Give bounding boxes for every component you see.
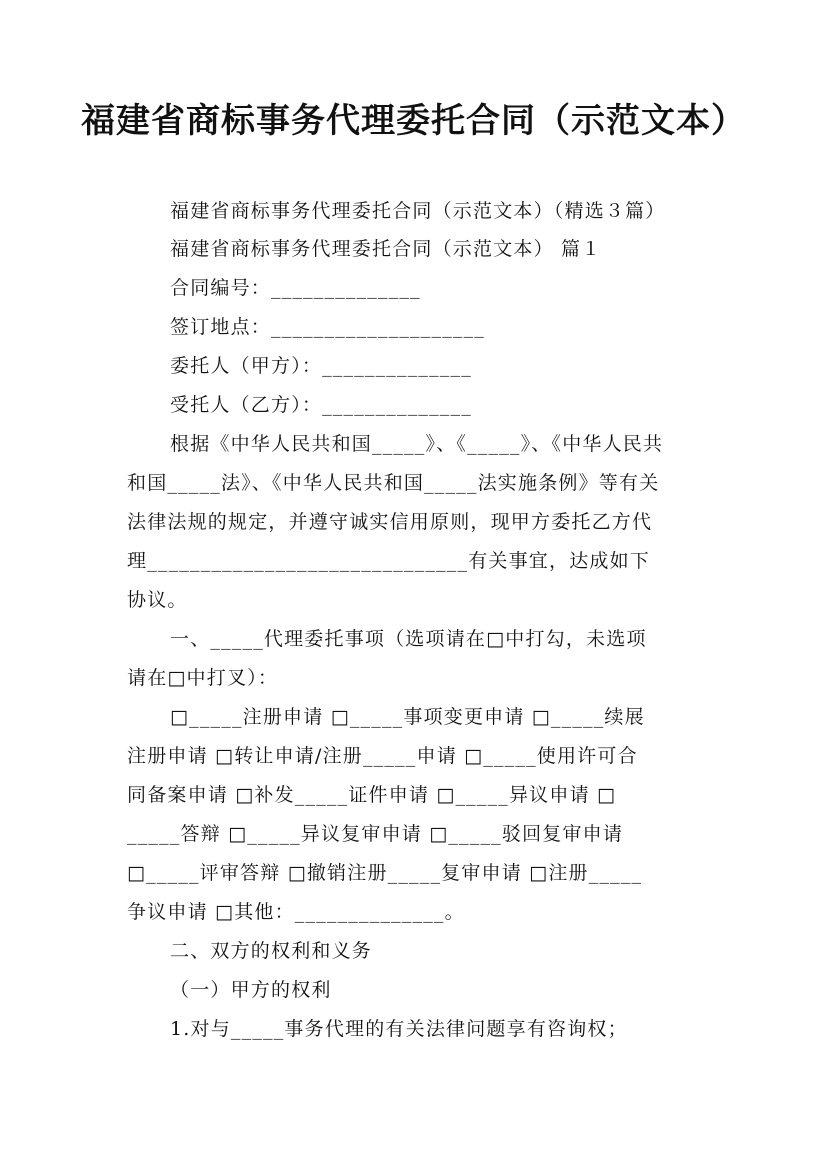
subsection-heading: （一）甲方的权利 (170, 979, 332, 1001)
options-line: □_____注册申请 □_____事项变更申请 □_____续展 (170, 706, 645, 728)
clause-line: 请在□中打叉）： (127, 667, 279, 689)
paragraph-line: 根据《中华人民共和国_____》、《_____》、《中华人民共 (170, 433, 664, 455)
paragraph-line: 法律法规的规定，并遵守诚实信用原则，现甲方委托乙方代 (127, 511, 653, 533)
section-heading: 二、双方的权利和义务 (170, 940, 373, 962)
signing-place-line: 签订地点：____________________ (170, 316, 486, 338)
section-heading: 福建省商标事务代理委托合同（示范文本） 篇１ (170, 238, 602, 260)
party-a-line: 委托人（甲方）：______________ (170, 355, 472, 377)
paragraph-line: 理______________________________有关事宜，达成如下 (127, 550, 651, 572)
subtitle-line: 福建省商标事务代理委托合同（示范文本）（精选３篇） (170, 200, 666, 222)
contract-number-line: 合同编号：______________ (170, 277, 421, 299)
paragraph-line: 协议。 (127, 589, 188, 611)
options-line: 同备案申请 □补发_____证件申请 □_____异议申请 □ (127, 784, 617, 806)
clause-item: 1.对与_____事务代理的有关法律问题享有咨询权； (170, 1018, 628, 1040)
options-line: 注册申请 □转让申请/注册_____申请 □_____使用许可合 (127, 745, 638, 767)
party-b-line: 受托人（乙方）：______________ (170, 394, 472, 416)
options-line: 争议申请 □其他：______________。 (127, 901, 465, 923)
clause-heading: 一、_____代理委托事项（选项请在□中打勾，未选项 (170, 628, 647, 650)
paragraph-line: 和国_____法》、《中华人民共和国_____法实施条例》等有关 (127, 472, 660, 494)
document-title: 福建省商标事务代理委托合同（示范文本） (81, 101, 746, 141)
options-line: _____答辩 □_____异议复审申请 □_____驳回复审申请 (127, 823, 624, 845)
options-line: □_____评审答辩 □撤销注册_____复审申请 □注册_____ (127, 862, 643, 884)
